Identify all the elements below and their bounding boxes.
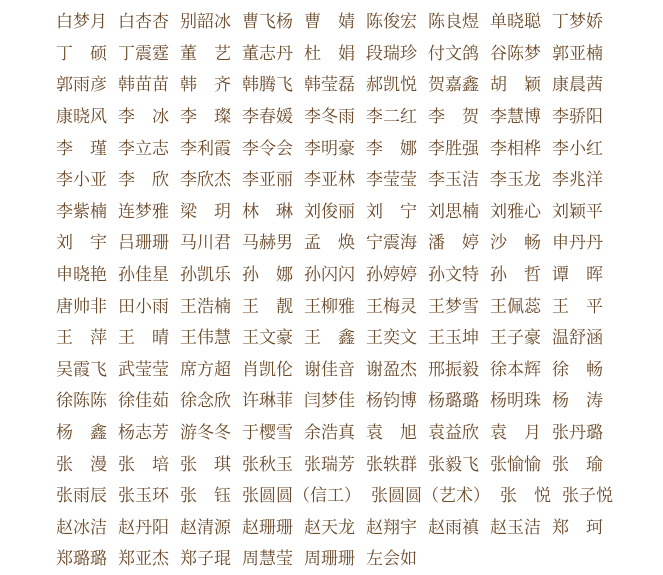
name-item: 田小雨	[118, 296, 169, 317]
name-item: 王 靓	[242, 296, 293, 317]
name-item: 王梅灵	[366, 296, 417, 317]
name-item: 李小亚	[56, 170, 107, 191]
name-item: 王 晴	[118, 328, 169, 349]
name-item: 赵翔宇	[366, 517, 417, 538]
name-item: 白杏杏	[118, 12, 169, 33]
name-row	[56, 194, 656, 226]
name-item: 邢振毅	[428, 359, 479, 380]
name-item: 张 漫	[56, 454, 107, 475]
name-item: 郑子琨	[180, 549, 231, 570]
name-item: 李二红	[366, 107, 417, 128]
name-item: 刘俊丽	[304, 201, 355, 222]
name-row	[56, 162, 656, 194]
name-item: 郑璐璐	[56, 549, 107, 570]
name-item: 王伟慧	[180, 328, 231, 349]
name-item: 徐陈陈	[56, 391, 107, 412]
name-item: 董志丹	[242, 43, 293, 64]
name-item: 段瑞珍	[366, 43, 417, 64]
name-item: 丁震霆	[118, 43, 169, 64]
name-item: 韩 齐	[180, 75, 231, 96]
name-item: 丁 硕	[56, 43, 107, 64]
name-item: 郝凯悦	[366, 75, 417, 96]
name-item: 游冬冬	[180, 423, 231, 444]
name-item: 康晨茜	[552, 75, 603, 96]
name-item: 袁益欣	[428, 423, 479, 444]
name-row	[56, 415, 656, 447]
name-item: 张秋玉	[242, 454, 293, 475]
name-item: 韩莹磊	[304, 75, 355, 96]
name-item: 赵珊珊	[242, 517, 293, 538]
name-item: 曹 婧	[304, 12, 355, 33]
name-row	[56, 541, 656, 573]
name-row	[56, 383, 656, 415]
name-item: 陈俊宏	[366, 12, 417, 33]
name-item: 孙 哲	[490, 265, 541, 286]
name-item: 徐 畅	[552, 359, 603, 380]
name-row	[56, 257, 656, 289]
name-item: 谭 晖	[552, 265, 603, 286]
name-item: 李亚林	[304, 170, 355, 191]
name-item: 王梦雪	[428, 296, 479, 317]
name-item: 刘 宁	[366, 201, 417, 222]
name-row	[56, 99, 656, 131]
name-row	[56, 320, 656, 352]
name-item: 申丹丹	[552, 233, 603, 254]
name-item: 左会如	[366, 549, 417, 570]
name-item: 孙文特	[428, 265, 479, 286]
name-item: 胡 颖	[490, 75, 541, 96]
name-item: 杨明珠	[490, 391, 541, 412]
name-item: 韩苗苗	[118, 75, 169, 96]
name-row	[56, 478, 656, 510]
name-item: 王 萍	[56, 328, 107, 349]
name-item: 孟 焕	[304, 233, 355, 254]
name-item: 李骄阳	[552, 107, 603, 128]
name-item: 王佩蕊	[490, 296, 541, 317]
name-item: 赵清源	[180, 517, 231, 538]
name-item: 曹飞杨	[242, 12, 293, 33]
name-item: 韩腾飞	[242, 75, 293, 96]
name-item: 孙闪闪	[304, 265, 355, 286]
name-grid	[56, 4, 656, 573]
name-item: 马川君	[180, 233, 231, 254]
name-item: 谢佳音	[304, 359, 355, 380]
name-item: 林 琳	[242, 201, 293, 222]
name-item: 周珊珊	[304, 549, 355, 570]
name-item: 康晓风	[56, 107, 107, 128]
name-item: 李玉龙	[490, 170, 541, 191]
name-item: 连梦雅	[118, 201, 169, 222]
name-item: 别韶冰	[180, 12, 231, 33]
name-item: 张 悦	[500, 486, 551, 507]
name-item: 温舒涵	[552, 328, 603, 349]
name-item: 董 艺	[180, 43, 231, 64]
name-item: 张 培	[118, 454, 169, 475]
name-item: 徐佳茹	[118, 391, 169, 412]
name-item: 王柳雅	[304, 296, 355, 317]
name-item: 张圆圆（信工）	[242, 486, 361, 507]
name-item: 梁 玥	[180, 201, 231, 222]
name-item: 李玉洁	[428, 170, 479, 191]
name-item: 杜 娟	[304, 43, 355, 64]
name-item: 吕珊珊	[118, 233, 169, 254]
name-item: 孙佳星	[118, 265, 169, 286]
name-item: 王浩楠	[180, 296, 231, 317]
name-item: 许琳菲	[242, 391, 293, 412]
name-item: 谷陈梦	[490, 43, 541, 64]
name-item: 李兆洋	[552, 170, 603, 191]
name-item: 张圆圆（艺术）	[371, 486, 490, 507]
name-item: 张毅飞	[428, 454, 479, 475]
name-item: 张 琪	[180, 454, 231, 475]
name-item: 王奕文	[366, 328, 417, 349]
name-item: 张轶群	[366, 454, 417, 475]
name-item: 张丹璐	[552, 423, 603, 444]
name-item: 赵冰洁	[56, 517, 107, 538]
name-row	[56, 4, 656, 36]
name-item: 赵丹阳	[118, 517, 169, 538]
name-item: 张 钰	[180, 486, 231, 507]
name-item: 于樱雪	[242, 423, 293, 444]
name-item: 周慧莹	[242, 549, 293, 570]
name-item: 王玉坤	[428, 328, 479, 349]
name-item: 王 鑫	[304, 328, 355, 349]
name-item: 张子悦	[562, 486, 613, 507]
name-item: 沙 畅	[490, 233, 541, 254]
name-item: 杨 涛	[552, 391, 603, 412]
name-item: 赵雨禛	[428, 517, 479, 538]
name-item: 潘 婷	[428, 233, 479, 254]
name-item: 刘颖平	[552, 201, 603, 222]
name-item: 郭雨彦	[56, 75, 107, 96]
name-item: 杨志芳	[118, 423, 169, 444]
name-item: 刘 宇	[56, 233, 107, 254]
name-item: 李 璨	[180, 107, 231, 128]
name-item: 赵天龙	[304, 517, 355, 538]
name-item: 李慧博	[490, 107, 541, 128]
name-item: 徐念欣	[180, 391, 231, 412]
name-row	[56, 225, 656, 257]
name-item: 孙 娜	[242, 265, 293, 286]
name-item: 宁震海	[366, 233, 417, 254]
name-item: 刘思楠	[428, 201, 479, 222]
name-item: 谢盈杰	[366, 359, 417, 380]
name-row	[56, 352, 656, 384]
name-item: 孙婷婷	[366, 265, 417, 286]
name-item: 孙凯乐	[180, 265, 231, 286]
name-row	[56, 446, 656, 478]
name-item: 杨璐璐	[428, 391, 479, 412]
name-item: 单晓聪	[490, 12, 541, 33]
name-item: 唐帅非	[56, 296, 107, 317]
name-item: 席方超	[180, 359, 231, 380]
name-row	[56, 67, 656, 99]
name-item: 李紫楠	[56, 201, 107, 222]
name-item: 李小红	[552, 138, 603, 159]
name-item: 王文豪	[242, 328, 293, 349]
name-row	[56, 510, 656, 542]
name-item: 张雨辰	[56, 486, 107, 507]
name-item: 张玉环	[118, 486, 169, 507]
name-item: 马赫男	[242, 233, 293, 254]
name-item: 余浩真	[304, 423, 355, 444]
name-row	[56, 288, 656, 320]
name-item: 李令会	[242, 138, 293, 159]
name-item: 李 瑾	[56, 138, 107, 159]
name-item: 张 瑜	[552, 454, 603, 475]
name-item: 郑亚杰	[118, 549, 169, 570]
name-item: 郑 珂	[552, 517, 603, 538]
name-item: 李亚丽	[242, 170, 293, 191]
name-item: 赵玉洁	[490, 517, 541, 538]
name-item: 李胜强	[428, 138, 479, 159]
name-item: 付文鸽	[428, 43, 479, 64]
name-item: 王 平	[552, 296, 603, 317]
name-item: 李相桦	[490, 138, 541, 159]
name-row	[56, 36, 656, 68]
name-item: 贺嘉鑫	[428, 75, 479, 96]
name-item: 闫梦佳	[304, 391, 355, 412]
name-item: 肖凯伦	[242, 359, 293, 380]
name-item: 郭亚楠	[552, 43, 603, 64]
name-item: 张瑞芳	[304, 454, 355, 475]
name-item: 武莹莹	[118, 359, 169, 380]
name-item: 张愉愉	[490, 454, 541, 475]
name-item: 李 贺	[428, 107, 479, 128]
name-item: 李立志	[118, 138, 169, 159]
name-item: 李 娜	[366, 138, 417, 159]
name-item: 李春媛	[242, 107, 293, 128]
name-item: 李冬雨	[304, 107, 355, 128]
name-item: 李 欣	[118, 170, 169, 191]
name-item: 徐本辉	[490, 359, 541, 380]
name-item: 袁 旭	[366, 423, 417, 444]
name-item: 陈良煜	[428, 12, 479, 33]
name-item: 吴霞飞	[56, 359, 107, 380]
name-item: 王子豪	[490, 328, 541, 349]
name-item: 杨钧博	[366, 391, 417, 412]
name-item: 李明豪	[304, 138, 355, 159]
name-item: 李利霞	[180, 138, 231, 159]
name-item: 白梦月	[56, 12, 107, 33]
name-item: 丁梦娇	[552, 12, 603, 33]
name-item: 杨 鑫	[56, 423, 107, 444]
name-item: 李 冰	[118, 107, 169, 128]
name-item: 刘雅心	[490, 201, 541, 222]
name-row	[56, 130, 656, 162]
name-item: 李欣杰	[180, 170, 231, 191]
name-item: 袁 月	[490, 423, 541, 444]
name-item: 申晓艳	[56, 265, 107, 286]
name-item: 李莹莹	[366, 170, 417, 191]
